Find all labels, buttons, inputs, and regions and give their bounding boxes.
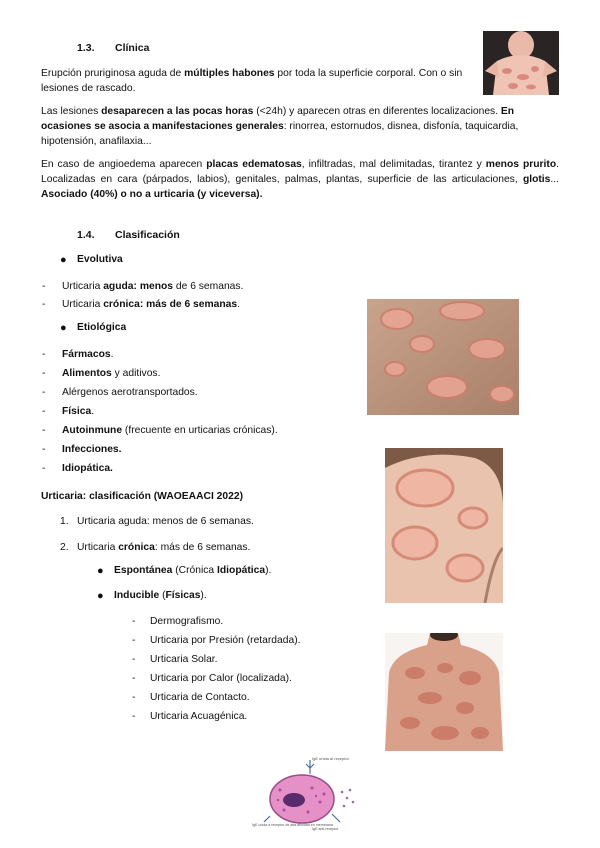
section-heading-clinica: 1.3. Clínica <box>77 42 150 54</box>
bullet-dot-icon: ● <box>60 322 67 334</box>
list-item-etiologica-4: - Física. <box>62 405 94 418</box>
bullet-espontanea: ● Espontánea (Crónica Idiopática). <box>97 565 272 577</box>
bullet-etiologica: ● Etiológica <box>60 322 127 334</box>
sub-item-5: - Urticaria de Contacto. <box>150 691 250 704</box>
diagram-label-right: IgE anti-receptor <box>312 827 339 831</box>
sub-item-1: - Dermografismo. <box>150 615 223 628</box>
list-item-etiologica-6: - Infecciones. <box>62 443 122 456</box>
list-item-etiologica-1: - Fármacos. <box>62 348 114 361</box>
list-item-evolutiva-2: - Urticaria crónica: más de 6 semanas. <box>62 298 240 311</box>
diagram-label-left: IgE unida a receptor de alta afinidad en membrana <box>252 823 333 827</box>
photo-child-urticaria-image <box>483 31 559 95</box>
bullet-evolutiva: ● Evolutiva <box>60 254 123 266</box>
photo-back-widespread-image <box>385 633 503 751</box>
mast-cell-diagram-image <box>250 752 370 844</box>
sub-item-6: - Urticaria Acuagénica. <box>150 710 247 723</box>
bullet-dot-icon: ● <box>97 565 104 577</box>
list-item-etiologica-3: - Alérgenos aerotransportados. <box>62 386 198 399</box>
photo-shoulder-wheals-image <box>385 448 503 603</box>
bullet-dot-icon: ● <box>60 254 67 266</box>
bullet-dot-icon: ● <box>97 590 104 602</box>
photo-back-widespread <box>385 633 503 751</box>
sub-item-3: - Urticaria Solar. <box>150 653 218 666</box>
bullet-inducible: ● Inducible (Físicas). <box>97 590 207 602</box>
mast-cell-diagram <box>250 752 370 844</box>
sub-item-2: - Urticaria por Presión (retardada). <box>150 634 301 647</box>
subheading-waoeaaci: Urticaria: clasificación (WAOEAACI 2022) <box>41 491 244 502</box>
numbered-item-2: 2. Urticaria crónica: más de 6 semanas. <box>60 542 251 553</box>
list-item-evolutiva-1: - Urticaria aguda: menos de 6 semanas. <box>62 280 243 293</box>
photo-child-urticaria <box>483 31 559 95</box>
photo-back-wheals-image <box>367 299 519 415</box>
list-item-etiologica-2: - Alimentos y aditivos. <box>62 367 160 380</box>
paragraph-clinica-2: Las lesiones desaparecen a las pocas horas (<24h) y aparecen otras en diferentes localizaciones. En ocasiones se asocia a manifestaciones generales: rinorrea, estornudos, disnea, disfonía, taquicardia, hipotensión, anafilaxia... <box>41 106 519 147</box>
section-heading-clasificacion: 1.4. Clasificación <box>77 229 180 241</box>
numbered-item-1: 1. Urticaria aguda: menos de 6 semanas. <box>60 516 254 527</box>
photo-back-wheals <box>367 299 519 415</box>
list-item-etiologica-7: - Idiopática. <box>62 462 113 475</box>
sub-item-4: - Urticaria por Calor (localizada). <box>150 672 292 685</box>
paragraph-clinica-3: En caso de angioedema aparecen placas edematosas, infiltradas, mal delimitadas, tirantez y menos prurito. Localizadas en cara (párpados, labios), genitales, palmas, plantas, superficie de las articulaciones, glotis... Asociado (40%) o no a urticaria (y viceversa). <box>41 159 559 200</box>
diagram-label-top: IgE unida al receptor <box>312 756 349 761</box>
paragraph-clinica-1: Erupción pruriginosa aguda de múltiples habones por toda la superficie corporal. Con o sin lesiones de rascado. <box>41 68 463 94</box>
list-item-etiologica-5: - Autoinmune (frecuente en urticarias crónicas). <box>62 424 278 437</box>
photo-shoulder-wheals <box>385 448 503 603</box>
